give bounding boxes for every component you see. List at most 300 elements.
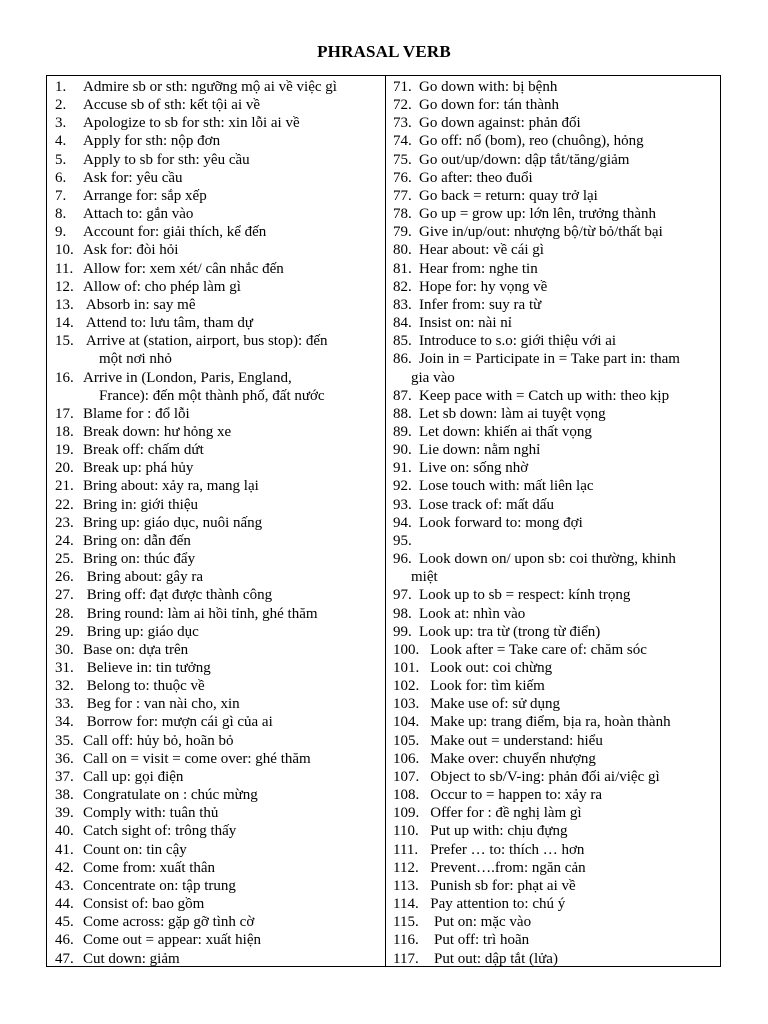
item-number: 100. xyxy=(393,641,420,658)
list-item-line xyxy=(393,713,715,731)
column-divider xyxy=(385,76,386,966)
list-item xyxy=(55,768,379,786)
list-item xyxy=(393,223,715,241)
list-item-line xyxy=(55,314,379,332)
list-item-line xyxy=(55,713,379,731)
list-item-line xyxy=(55,750,379,768)
list-item xyxy=(393,278,715,296)
item-number: 3. xyxy=(55,115,67,132)
item-text: Lie down: nằm nghỉ xyxy=(419,442,541,459)
item-text: Look up to sb = respect: kính trọng xyxy=(419,587,631,604)
list-item-line xyxy=(55,223,379,241)
item-text: Lose touch with: mất liên lạc xyxy=(419,478,594,495)
item-number: 38. xyxy=(55,787,74,804)
item-text: Go down with: bị bệnh xyxy=(419,79,558,95)
list-item xyxy=(55,514,379,532)
item-text: Bring up: giáo dục, nuôi nấng xyxy=(83,514,263,531)
item-text: Apply to sb for sth: yêu cầu xyxy=(83,151,250,168)
list-item-line xyxy=(393,278,715,296)
item-number: 106. xyxy=(393,750,420,767)
list-item xyxy=(55,895,379,913)
item-number: 47. xyxy=(55,950,74,967)
list-item xyxy=(393,768,715,786)
item-text: Come from: xuất thân xyxy=(83,859,216,876)
item-number: 6. xyxy=(55,169,67,186)
list-item xyxy=(55,859,379,877)
item-text: Look after = Take care of: chăm sóc xyxy=(419,641,647,658)
list-item xyxy=(55,841,379,859)
item-text: Call up: gọi điện xyxy=(83,768,184,785)
item-text: Object to sb/V-ing: phản đối ai/việc gì xyxy=(419,768,660,785)
item-text: Blame for : đổ lỗi xyxy=(83,405,190,422)
item-number: 37. xyxy=(55,768,74,785)
list-item xyxy=(55,369,379,405)
list-item-line xyxy=(55,241,379,259)
item-number: 83. xyxy=(393,296,412,313)
item-number: 116. xyxy=(393,932,419,949)
item-number: 95. xyxy=(393,532,412,549)
item-text: Beg for : van nài cho, xin xyxy=(83,696,240,713)
item-text: Believe in: tin tưởng xyxy=(83,660,211,676)
item-number: 32. xyxy=(55,678,74,695)
item-text: Look forward to: mong đợi xyxy=(419,514,583,531)
list-item xyxy=(393,859,715,877)
item-number: 74. xyxy=(393,133,412,150)
list-item-line xyxy=(55,332,379,350)
item-number: 111. xyxy=(393,841,419,858)
item-number: 108. xyxy=(393,787,420,804)
item-text: Prevent….from: ngăn cản xyxy=(419,859,586,876)
item-number: 40. xyxy=(55,823,74,840)
list-item-line xyxy=(393,822,715,840)
item-text: Comply with: tuân thủ xyxy=(83,805,219,822)
list-item xyxy=(55,822,379,840)
item-number: 9. xyxy=(55,224,67,241)
item-text: Infer from: suy ra từ xyxy=(419,296,542,313)
item-text: Ask for: yêu cầu xyxy=(83,169,183,186)
item-number: 78. xyxy=(393,206,412,223)
list-item-line xyxy=(393,913,715,931)
list-item xyxy=(393,532,715,550)
list-item-line xyxy=(393,931,715,949)
list-item xyxy=(55,732,379,750)
list-item-line xyxy=(393,786,715,804)
list-item xyxy=(393,241,715,259)
list-item-line xyxy=(55,169,379,187)
list-item xyxy=(55,205,379,223)
list-item-line xyxy=(55,459,379,477)
list-item xyxy=(393,659,715,677)
item-number: 72. xyxy=(393,97,412,114)
item-text: Bring on: dẫn đến xyxy=(83,532,191,549)
item-text: Introduce to s.o: giới thiệu với ai xyxy=(419,333,617,350)
list-item xyxy=(55,477,379,495)
right-column xyxy=(393,78,715,968)
item-number: 11. xyxy=(55,260,74,277)
item-number: 33. xyxy=(55,696,74,713)
list-item-line xyxy=(393,859,715,877)
item-text: Put off: trì hoãn xyxy=(419,932,530,949)
list-item xyxy=(55,804,379,822)
list-item-line xyxy=(393,132,715,150)
item-text: Account for: giải thích, kể đến xyxy=(83,224,267,241)
item-number: 88. xyxy=(393,405,412,422)
list-item-line xyxy=(393,405,715,423)
list-item xyxy=(393,550,715,586)
item-text: Bring about: xảy ra, mang lại xyxy=(83,478,259,495)
list-item xyxy=(55,750,379,768)
list-item-line xyxy=(393,96,715,114)
list-item xyxy=(393,296,715,314)
item-text: Attach to: gắn vào xyxy=(83,206,194,223)
list-item-line xyxy=(55,677,379,695)
list-item xyxy=(55,114,379,132)
list-item xyxy=(393,514,715,532)
list-item-line xyxy=(393,768,715,786)
item-text-continuation: miệt xyxy=(411,569,438,586)
list-item-line xyxy=(55,96,379,114)
item-number: 103. xyxy=(393,696,420,713)
item-number: 45. xyxy=(55,914,74,931)
list-item xyxy=(393,350,715,386)
list-item xyxy=(393,586,715,604)
list-item-line xyxy=(55,931,379,949)
list-item-line xyxy=(55,151,379,169)
list-item xyxy=(55,713,379,731)
item-text-continuation: một nơi nhỏ xyxy=(99,351,172,368)
item-number: 77. xyxy=(393,187,412,204)
list-item-line xyxy=(55,859,379,877)
list-item-line xyxy=(55,114,379,132)
list-item xyxy=(55,151,379,169)
list-item xyxy=(55,950,379,968)
item-number: 75. xyxy=(393,151,412,168)
list-item xyxy=(393,114,715,132)
item-number: 91. xyxy=(393,460,412,477)
list-item xyxy=(393,205,715,223)
item-text: Concentrate on: tập trung xyxy=(83,877,236,894)
item-number: 96. xyxy=(393,551,412,568)
list-item-line xyxy=(393,260,715,278)
list-item-line xyxy=(393,695,715,713)
item-number: 114. xyxy=(393,896,419,913)
list-item-line xyxy=(393,750,715,768)
item-number: 12. xyxy=(55,278,74,295)
item-text: Congratulate on : chúc mừng xyxy=(83,787,258,804)
list-item xyxy=(393,950,715,968)
item-number: 44. xyxy=(55,896,74,913)
item-text: Bring in: giới thiệu xyxy=(83,496,199,513)
item-text: Bring up: giáo dục xyxy=(83,623,199,640)
item-text: Come out = appear: xuất hiện xyxy=(83,932,261,949)
item-number: 27. xyxy=(55,587,74,604)
item-number: 41. xyxy=(55,841,74,858)
item-text: Offer for : đề nghị làm gì xyxy=(419,805,582,822)
item-number: 7. xyxy=(55,187,67,204)
list-item xyxy=(55,332,379,368)
list-item xyxy=(55,314,379,332)
item-number: 76. xyxy=(393,169,412,186)
item-number: 109. xyxy=(393,805,420,822)
item-text: Apologize to sb for sth: xin lỗi ai về xyxy=(83,115,300,132)
item-number: 20. xyxy=(55,460,74,477)
item-text: Give in/up/out: nhượng bộ/từ bỏ/thất bại xyxy=(419,224,663,241)
list-item-line xyxy=(55,187,379,205)
list-item-line xyxy=(393,151,715,169)
item-number: 30. xyxy=(55,641,74,658)
list-item-line xyxy=(393,877,715,895)
item-number: 93. xyxy=(393,496,412,513)
list-item-line xyxy=(55,841,379,859)
list-item xyxy=(55,677,379,695)
item-text: Live on: sống nhờ xyxy=(419,460,529,477)
list-item xyxy=(55,695,379,713)
list-item xyxy=(393,641,715,659)
item-text: Call on = visit = come over: ghé thăm xyxy=(83,750,311,767)
item-number: 24. xyxy=(55,532,74,549)
list-item-line xyxy=(393,659,715,677)
item-text: Break down: hư hỏng xe xyxy=(83,423,232,440)
list-item-line xyxy=(393,623,715,641)
item-text: Break up: phá hủy xyxy=(83,460,194,477)
list-item-line xyxy=(393,459,715,477)
item-text: Join in = Participate in = Take part in: tham xyxy=(419,351,680,368)
item-number: 46. xyxy=(55,932,74,949)
list-item xyxy=(393,677,715,695)
list-item xyxy=(55,496,379,514)
list-item xyxy=(55,96,379,114)
list-item xyxy=(55,568,379,586)
list-item-line xyxy=(55,913,379,931)
item-number: 17. xyxy=(55,405,74,422)
list-item xyxy=(393,931,715,949)
item-number: 14. xyxy=(55,315,74,332)
item-text: Arrive at (station, airport, bus stop): đến xyxy=(83,333,328,350)
item-number: 19. xyxy=(55,442,74,459)
list-item-line xyxy=(393,350,715,368)
item-text: Let down: khiến ai thất vọng xyxy=(419,423,592,440)
item-number: 15. xyxy=(55,333,74,350)
item-number: 25. xyxy=(55,551,74,568)
item-text: Look down on/ upon sb: coi thường, khinh xyxy=(419,551,676,568)
item-text: Go off: nổ (bom), reo (chuông), hỏng xyxy=(419,133,644,150)
item-number: 112. xyxy=(393,859,419,876)
list-item-line xyxy=(55,405,379,423)
item-text: Call off: hủy bỏ, hoãn bỏ xyxy=(83,732,234,749)
list-item xyxy=(393,96,715,114)
item-number: 87. xyxy=(393,387,412,404)
list-item-line xyxy=(393,114,715,132)
list-item-line xyxy=(55,532,379,550)
item-number: 71. xyxy=(393,79,412,95)
list-item-line xyxy=(55,623,379,641)
list-item xyxy=(55,78,379,96)
list-item-line xyxy=(393,296,715,314)
list-item xyxy=(393,623,715,641)
list-item-line xyxy=(55,550,379,568)
list-item xyxy=(393,132,715,150)
item-number: 36. xyxy=(55,750,74,767)
list-item xyxy=(55,441,379,459)
item-number: 117. xyxy=(393,950,419,967)
list-item-line xyxy=(55,768,379,786)
item-number: 2. xyxy=(55,97,67,114)
list-item-line xyxy=(393,532,715,550)
list-item xyxy=(393,822,715,840)
item-number: 92. xyxy=(393,478,412,495)
item-number: 115. xyxy=(393,914,419,931)
list-item-line xyxy=(393,950,715,968)
list-item xyxy=(55,913,379,931)
list-item xyxy=(393,387,715,405)
list-item xyxy=(393,786,715,804)
item-number: 8. xyxy=(55,206,67,223)
item-text: Hope for: hy vọng về xyxy=(419,278,548,295)
list-item-line xyxy=(55,132,379,150)
item-text: Hear about: về cái gì xyxy=(419,242,544,259)
list-item xyxy=(393,895,715,913)
list-item xyxy=(55,169,379,187)
item-text: Prefer … to: thích … hơn xyxy=(419,841,585,858)
item-number: 90. xyxy=(393,442,412,459)
item-text: Lose track of: mất dấu xyxy=(419,496,554,513)
item-text: Arrive in (London, Paris, England, xyxy=(83,369,292,386)
item-number: 21. xyxy=(55,478,74,495)
list-item-line xyxy=(393,514,715,532)
item-text: Make use of: sử dụng xyxy=(419,696,561,713)
list-item-line xyxy=(55,296,379,314)
list-item xyxy=(393,605,715,623)
list-item-line xyxy=(393,205,715,223)
list-item xyxy=(55,532,379,550)
list-item xyxy=(55,623,379,641)
list-item xyxy=(55,187,379,205)
item-number: 42. xyxy=(55,859,74,876)
list-item-line xyxy=(55,278,379,296)
list-item xyxy=(55,423,379,441)
item-number: 5. xyxy=(55,151,67,168)
item-text: Look for: tìm kiếm xyxy=(419,678,545,695)
item-text: Bring round: làm ai hồi tỉnh, ghé thăm xyxy=(83,605,318,622)
item-text: Look out: coi chừng xyxy=(419,660,553,676)
item-number: 107. xyxy=(393,768,420,785)
item-number: 105. xyxy=(393,732,420,749)
list-item xyxy=(55,132,379,150)
item-number: 86. xyxy=(393,351,412,368)
list-item-line xyxy=(393,78,715,96)
list-item xyxy=(393,78,715,96)
item-number: 99. xyxy=(393,623,412,640)
item-number: 4. xyxy=(55,133,67,150)
list-item-line xyxy=(393,477,715,495)
list-item-line xyxy=(55,477,379,495)
item-text: Pay attention to: chú ý xyxy=(419,896,566,913)
list-item-line xyxy=(55,586,379,604)
list-item-line xyxy=(55,78,379,96)
list-item-line xyxy=(55,205,379,223)
list-item xyxy=(393,260,715,278)
list-item xyxy=(55,459,379,477)
item-number: 73. xyxy=(393,115,412,132)
item-text: Allow for: xem xét/ cân nhắc đến xyxy=(83,260,284,277)
phrasal-verb-table xyxy=(46,75,721,967)
list-item xyxy=(393,151,715,169)
list-item xyxy=(55,550,379,568)
item-text: Look up: tra từ (trong từ điển) xyxy=(419,623,601,640)
list-item-line xyxy=(55,895,379,913)
item-number: 26. xyxy=(55,569,74,586)
item-text: Count on: tin cậy xyxy=(83,841,187,858)
item-number: 102. xyxy=(393,678,420,695)
item-text: Make up: trang điểm, bịa ra, hoàn thành xyxy=(419,714,671,731)
list-item xyxy=(393,477,715,495)
list-item xyxy=(393,713,715,731)
item-number: 94. xyxy=(393,514,412,531)
list-item xyxy=(55,278,379,296)
item-number: 101. xyxy=(393,660,420,676)
list-item xyxy=(393,695,715,713)
item-number: 81. xyxy=(393,260,412,277)
list-item-line xyxy=(55,822,379,840)
item-text-continuation: gia vào xyxy=(411,369,455,386)
item-text: Admire sb or sth: ngưỡng mộ ai về việc gì xyxy=(83,79,337,95)
item-text: Ask for: đòi hỏi xyxy=(83,242,179,259)
list-item xyxy=(393,314,715,332)
item-text: Consist of: bao gồm xyxy=(83,896,205,913)
list-item-line xyxy=(55,423,379,441)
item-text: Hear from: nghe tin xyxy=(419,260,538,277)
list-item xyxy=(55,296,379,314)
list-item-line xyxy=(55,568,379,586)
item-number: 23. xyxy=(55,514,74,531)
item-number: 89. xyxy=(393,423,412,440)
list-item-line xyxy=(393,677,715,695)
item-text: Go after: theo đuổi xyxy=(419,169,533,186)
list-item xyxy=(55,241,379,259)
list-item xyxy=(393,423,715,441)
item-number: 104. xyxy=(393,714,420,731)
list-item-line xyxy=(55,369,379,387)
list-item xyxy=(393,405,715,423)
item-number: 28. xyxy=(55,605,74,622)
list-item-line xyxy=(393,732,715,750)
item-number: 43. xyxy=(55,877,74,894)
item-number: 82. xyxy=(393,278,412,295)
page-title: PHRASAL VERB xyxy=(317,42,451,61)
list-item-line xyxy=(393,895,715,913)
item-number: 22. xyxy=(55,496,74,513)
item-text: Absorb in: say mê xyxy=(83,296,196,313)
item-number: 34. xyxy=(55,714,74,731)
list-item-line xyxy=(393,423,715,441)
item-text: Break off: chấm dứt xyxy=(83,442,204,459)
item-number: 98. xyxy=(393,605,412,622)
item-text: Go down for: tán thành xyxy=(419,97,559,114)
list-item xyxy=(393,877,715,895)
list-item-line xyxy=(55,605,379,623)
item-text: Base on: dựa trên xyxy=(83,641,189,658)
item-text: Apply for sth: nộp đơn xyxy=(83,133,221,150)
list-item xyxy=(55,405,379,423)
list-item-line xyxy=(55,496,379,514)
item-text: Arrange for: sắp xếp xyxy=(83,187,207,204)
item-text: Make over: chuyển nhượng xyxy=(419,750,596,767)
item-text: Put out: dập tắt (lửa) xyxy=(419,950,558,967)
item-number: 113. xyxy=(393,877,419,894)
list-item xyxy=(393,804,715,822)
list-item xyxy=(393,913,715,931)
list-item xyxy=(393,732,715,750)
